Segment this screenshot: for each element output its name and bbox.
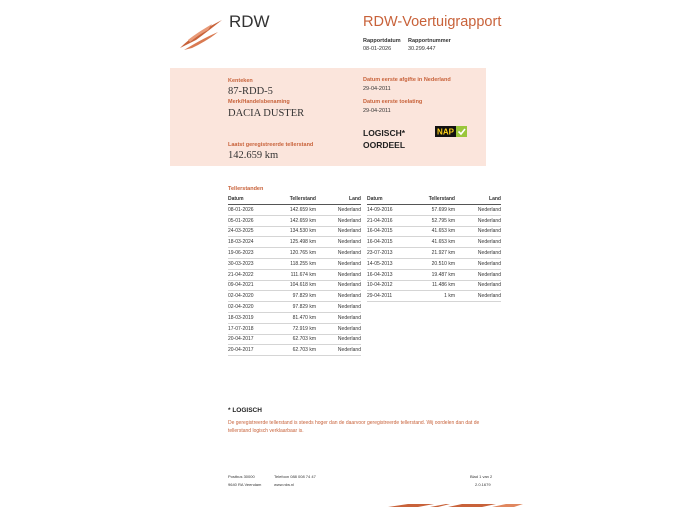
cell-country: Nederland — [455, 237, 501, 248]
table-row — [367, 237, 501, 248]
table-row — [367, 269, 501, 280]
cell-odometer: 52.795 km — [401, 215, 455, 226]
cell-date: 14-09-2016 — [367, 205, 401, 216]
cell-country: Nederland — [316, 334, 361, 345]
table-row — [228, 248, 361, 259]
table-row — [228, 280, 361, 291]
table-row — [228, 226, 361, 237]
cell-date: 20-04-2017 — [228, 334, 262, 345]
footer-phone: Telefoon 088 008 74 47 — [274, 474, 316, 479]
report-date: 08-01-2026 — [363, 46, 392, 52]
readings-title: Tellerstanden — [228, 186, 264, 192]
table-row — [228, 345, 361, 356]
cell-odometer: 120.765 km — [262, 248, 316, 259]
cell-odometer: 72.919 km — [262, 323, 316, 334]
cell-date: 14-05-2013 — [367, 258, 401, 269]
cell-odometer: 57.699 km — [401, 205, 455, 216]
table-row — [228, 302, 361, 313]
last-reading-value: 142.659 km — [228, 150, 279, 161]
cell-odometer: 134.530 km — [262, 226, 316, 237]
legend-text: De geregistreerde tellerstand is steeds hoger dan de daarvoor geregistreerde tellerstand. Wij oordelen dan dat de tellerstand logisch verklaarbaar is. — [228, 420, 480, 434]
cell-country: Nederland — [316, 237, 361, 248]
verdict-line2: OORDEEL — [363, 140, 406, 150]
cell-country: Nederland — [316, 248, 361, 259]
cell-country: Nederland — [455, 269, 501, 280]
verdict-line1: LOGISCH* — [363, 128, 406, 138]
cell-country: Nederland — [316, 269, 361, 280]
table-row — [228, 215, 361, 226]
table-row — [228, 312, 361, 323]
cell-country: Nederland — [455, 248, 501, 259]
cell-odometer: 81.470 km — [262, 312, 316, 323]
report-number-label: Rapportnummer — [408, 38, 451, 44]
cell-odometer: 118.255 km — [262, 258, 316, 269]
cell-odometer: 104.618 km — [262, 280, 316, 291]
cell-date: 21-04-2016 — [367, 215, 401, 226]
rdw-logo-icon — [178, 18, 224, 52]
cell-odometer: 41.653 km — [401, 237, 455, 248]
cell-country: Nederland — [316, 215, 361, 226]
cell-odometer: 97.829 km — [262, 291, 316, 302]
table-row — [367, 258, 501, 269]
report-title: RDW-Voertuigrapport — [363, 14, 502, 30]
brand-name: RDW — [229, 12, 270, 31]
cell-date: 29-04-2011 — [367, 291, 401, 302]
table-row — [228, 258, 361, 269]
cell-date: 16-04-2013 — [367, 269, 401, 280]
cell-odometer: 142.659 km — [262, 205, 316, 216]
decorative-stripe — [388, 503, 523, 508]
footer-version: 2.0.1679 — [475, 482, 491, 487]
first-admission-world-label: Datum eerste toelating — [363, 99, 423, 105]
cell-date: 02-04-2020 — [228, 291, 262, 302]
cell-country: Nederland — [316, 345, 361, 356]
cell-country: Nederland — [316, 258, 361, 269]
cell-country: Nederland — [316, 280, 361, 291]
cell-date: 24-03-2025 — [228, 226, 262, 237]
first-admission-value: 29-04-2011 — [363, 86, 391, 92]
cell-country: Nederland — [455, 291, 501, 302]
cell-odometer: 97.829 km — [262, 302, 316, 313]
table-row — [367, 291, 501, 302]
cell-country: Nederland — [316, 312, 361, 323]
report-number: 30.299.447 — [408, 46, 436, 52]
cell-country: Nederland — [316, 291, 361, 302]
column-header-date: Datum — [228, 195, 262, 205]
table-row — [228, 237, 361, 248]
nap-check-icon — [435, 126, 467, 137]
cell-country: Nederland — [455, 205, 501, 216]
cell-date: 02-04-2020 — [228, 302, 262, 313]
column-header-country: Land — [455, 195, 501, 205]
cell-date: 17-07-2018 — [228, 323, 262, 334]
report-date-label: Rapportdatum — [363, 38, 401, 44]
make-label: Merk/Handelsbenaming — [228, 99, 290, 105]
cell-country: Nederland — [316, 302, 361, 313]
cell-odometer: 19.487 km — [401, 269, 455, 280]
column-header-date: Datum — [367, 195, 401, 205]
readings-table-left — [228, 195, 361, 356]
cell-odometer: 62.703 km — [262, 334, 316, 345]
cell-date: 09-04-2021 — [228, 280, 262, 291]
footer-address: 9640 RA Veendam — [228, 482, 262, 487]
readings-table-right — [367, 195, 501, 302]
readings-header-row — [367, 195, 501, 205]
footer-page-number: Blad 1 van 2 — [470, 474, 493, 479]
cell-country: Nederland — [455, 215, 501, 226]
nap-badge-text: NAP — [437, 127, 454, 137]
cell-odometer: 1 km — [401, 291, 455, 302]
table-row — [228, 205, 361, 216]
cell-odometer: 20.510 km — [401, 258, 455, 269]
cell-date: 10-04-2012 — [367, 280, 401, 291]
cell-odometer: 11.486 km — [401, 280, 455, 291]
cell-odometer: 62.703 km — [262, 345, 316, 356]
cell-date: 20-04-2017 — [228, 345, 262, 356]
cell-odometer: 21.927 km — [401, 248, 455, 259]
table-row — [367, 248, 501, 259]
table-row — [228, 334, 361, 345]
cell-date: 18-03-2024 — [228, 237, 262, 248]
table-row — [367, 280, 501, 291]
plate-value: 87-RDD-5 — [228, 86, 273, 97]
cell-date: 16-04-2015 — [367, 226, 401, 237]
cell-odometer: 111.674 km — [262, 269, 316, 280]
column-header-odometer: Tellerstand — [262, 195, 316, 205]
cell-date: 18-03-2019 — [228, 312, 262, 323]
table-row — [228, 291, 361, 302]
cell-date: 21-04-2022 — [228, 269, 262, 280]
readings-header-row — [228, 195, 361, 205]
cell-country: Nederland — [455, 280, 501, 291]
cell-date: 30-03-2023 — [228, 258, 262, 269]
first-admission-world-value: 29-04-2011 — [363, 108, 391, 114]
table-row — [228, 269, 361, 280]
cell-date: 16-04-2015 — [367, 237, 401, 248]
table-row — [228, 323, 361, 334]
cell-country: Nederland — [316, 205, 361, 216]
cell-odometer: 125.498 km — [262, 237, 316, 248]
column-header-country: Land — [316, 195, 361, 205]
cell-date: 23-07-2013 — [367, 248, 401, 259]
column-header-odometer: Tellerstand — [401, 195, 455, 205]
cell-country: Nederland — [455, 258, 501, 269]
table-row — [367, 215, 501, 226]
cell-odometer: 41.653 km — [401, 226, 455, 237]
cell-country: Nederland — [455, 226, 501, 237]
plate-label: Kenteken — [228, 78, 253, 84]
cell-odometer: 142.659 km — [262, 215, 316, 226]
cell-country: Nederland — [316, 226, 361, 237]
cell-date: 05-01-2026 — [228, 215, 262, 226]
footer-postbus: Postbus 30000 — [228, 474, 255, 479]
legend-title: * LOGISCH — [228, 407, 262, 414]
last-reading-label: Laatst geregistreerde tellerstand — [228, 142, 314, 148]
first-admission-label: Datum eerste afgifte in Nederland — [363, 77, 451, 83]
table-row — [367, 226, 501, 237]
cell-date: 08-01-2026 — [228, 205, 262, 216]
cell-country: Nederland — [316, 323, 361, 334]
cell-date: 19-06-2023 — [228, 248, 262, 259]
table-row — [367, 205, 501, 216]
make-value: DACIA DUSTER — [228, 108, 305, 119]
footer-website[interactable]: www.rdw.nl — [274, 482, 295, 487]
